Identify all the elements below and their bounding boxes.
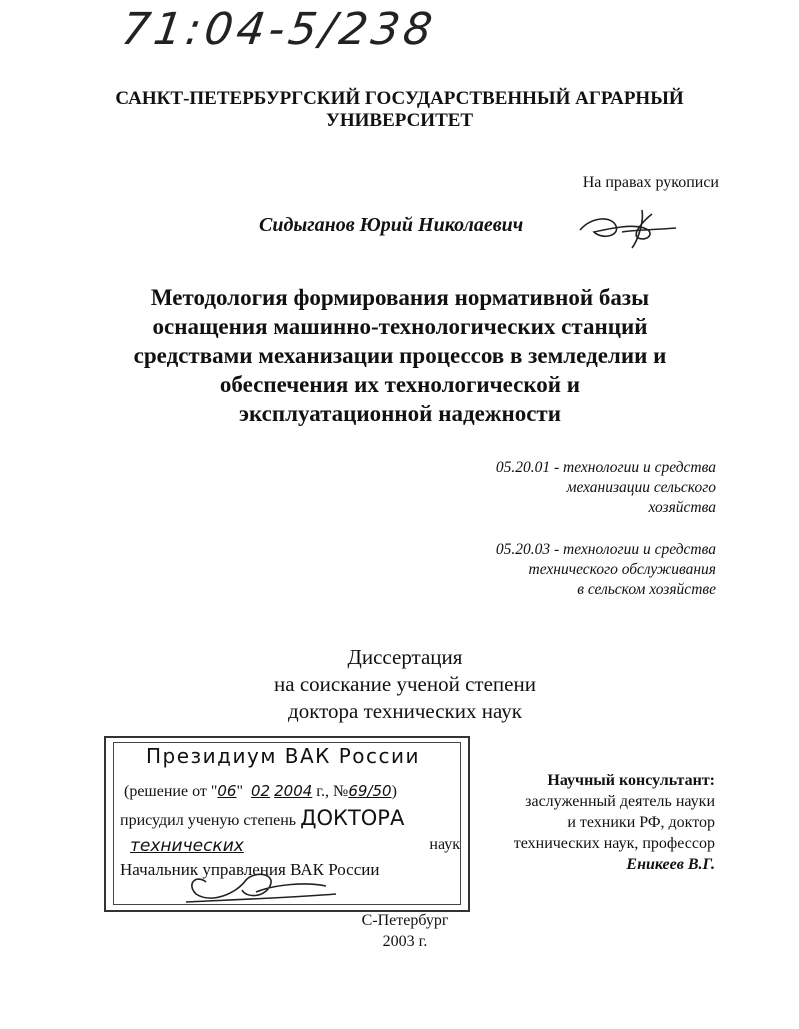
specialty-line: механизации сельского [566,479,716,496]
vak-stamp [104,736,470,912]
decision-year: 2004 [274,782,313,800]
consultant-title-line: и техники РФ, доктор [567,814,715,831]
specialty-line: технического обслуживания [528,561,716,578]
dissertation-label: Диссертация [347,645,463,669]
author-signature [572,202,682,250]
awarded-degree: ДОКТОРА [300,806,405,830]
dissertation-block [150,644,660,725]
degree-name: доктора технических наук [288,699,522,723]
city: С-Петербург [361,912,449,929]
stamp-field-line [130,836,460,856]
consultant-heading: Научный консультант: [547,772,715,789]
decision-year-suffix: г., № [316,783,349,800]
decision-prefix: (решение от " [124,783,218,800]
decision-number: 69/50 [348,782,392,800]
stamp-chief-line: Начальник управления ВАК России [120,860,380,879]
university-name: САНКТ-ПЕТЕРБУРГСКИЙ ГОСУДАРСТВЕННЫЙ АГРАРНЫЙ УНИВЕРСИТЕТ [115,88,684,131]
stamp-awarded-line [120,806,404,830]
specialty-line: хозяйства [648,499,716,516]
specialty-2 [416,540,716,600]
title-line: оснащения машинно-технологических станций [152,314,648,339]
consultant-title-line: технических наук, профессор [513,835,715,852]
decision-day: 06 [217,782,237,800]
field-handwritten: технических [130,836,244,856]
degree-purpose: на соискание ученой степени [274,672,536,696]
rights-note: На правах рукописи [582,174,719,191]
year: 2003 г. [382,933,428,950]
archive-code: 71:04-5/238 [118,4,440,55]
consultant-title-line: заслуженный деятель науки [525,793,715,810]
specialty-1 [416,458,716,518]
specialty-line: в сельском хозяйстве [577,581,716,598]
awarded-prefix: присудил ученую степень [120,812,297,829]
stamp-decision-line: (решение от "06" 02 2004 г., №69/50) [124,782,397,800]
decision-month: 02 [251,782,271,800]
scientific-consultant [514,770,715,875]
consultant-name: Еникеев В.Г. [626,856,715,873]
title-line: эксплуатационной надежности [239,401,561,426]
title-line: обеспечения их технологической и [219,372,581,397]
author-name: Сидыганов Юрий Николаевич [259,214,524,236]
specialty-line: 05.20.03 - технологии и средства [495,541,716,558]
dissertation-title [90,283,710,428]
place-and-year [350,910,460,952]
stamp-title: Президиум ВАК России [145,744,421,768]
title-line: Методология формирования нормативной базы [150,285,650,310]
field-suffix: наук [429,836,460,853]
specialty-line: 05.20.01 - технологии и средства [495,459,716,476]
title-line: средствами механизации процессов в земледелии и [133,343,667,368]
stamp-signature [166,864,386,914]
